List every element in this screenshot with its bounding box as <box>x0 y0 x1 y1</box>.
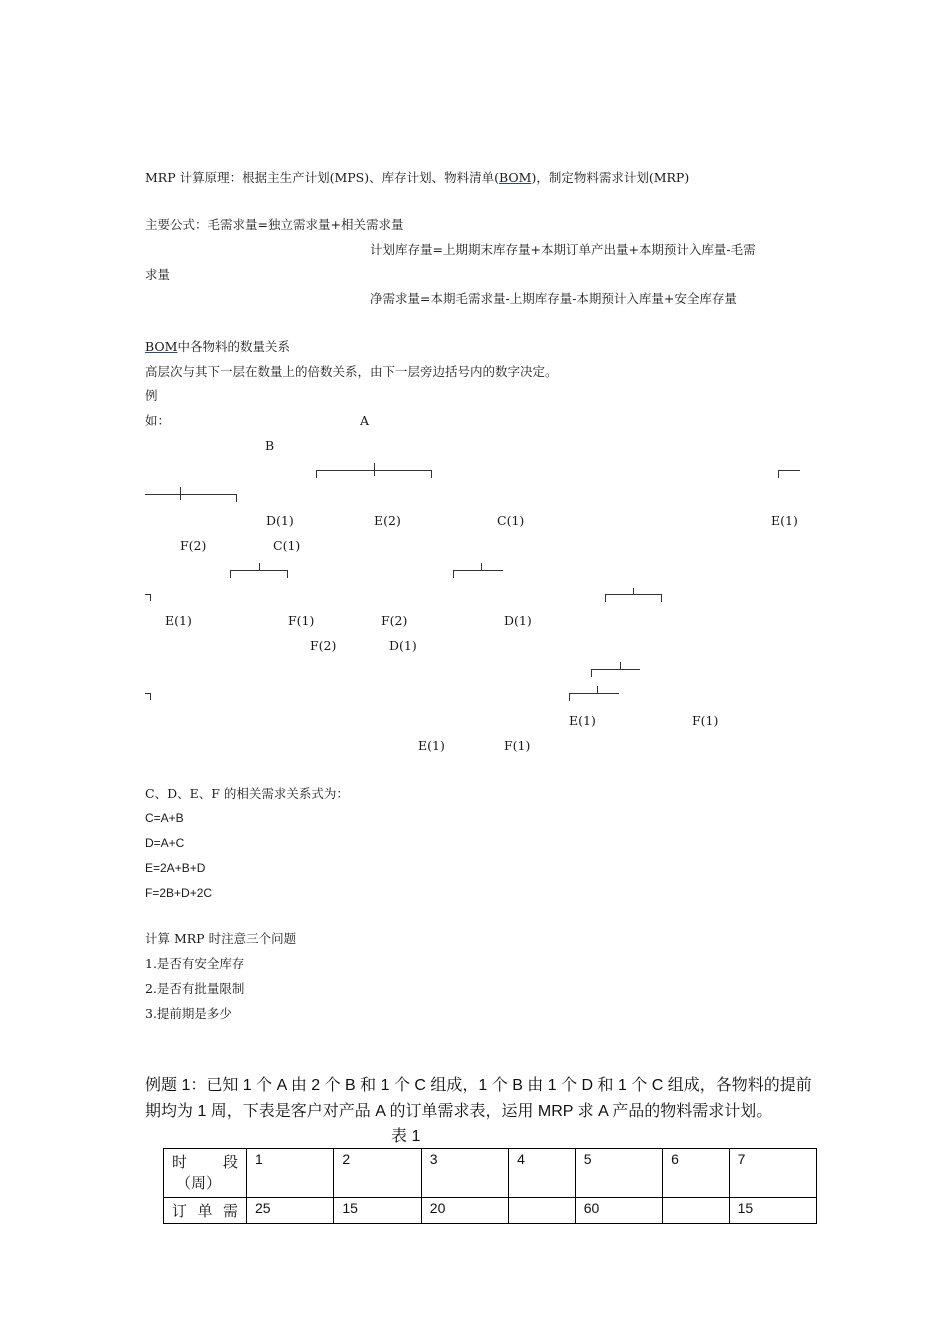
order-demand-table <box>163 1148 817 1224</box>
tree-bracket-low1 <box>591 669 640 670</box>
tree-node-e1-row6: E(1) <box>418 738 445 753</box>
tree-node-d1-row4: D(1) <box>389 638 417 653</box>
demand-cell: 20 <box>421 1198 508 1224</box>
tree-bracket-low1-left <box>591 669 592 677</box>
demand-cell <box>509 1198 576 1224</box>
tree-node-e1-row3a: E(1) <box>165 613 192 628</box>
formula-planned-inventory-wrap: 求量 <box>145 267 171 282</box>
tree-bracket-low2-stem <box>597 686 598 694</box>
tree-bracket-d-stem <box>259 563 260 571</box>
tree-bracket-d-right <box>287 570 288 578</box>
bom-link-2: BOM <box>145 339 178 354</box>
tree-node-e2: E(2) <box>374 513 401 528</box>
example-line-2: 期均为 1 周，下表是客户对产品 A 的订单需求表，运用 MRP 求 A 产品的物料需求计划。 <box>145 1103 773 1120</box>
table-row <box>164 1149 817 1198</box>
order-demand-label: 订单需 <box>164 1198 247 1224</box>
tree-bracket-d-left <box>230 570 231 578</box>
tree-bracket-mid-stem <box>633 588 634 595</box>
notes-title: 计算 MRP 时注意三个问题 <box>145 931 297 946</box>
relations-title: C、D、E、F 的相关需求关系式为： <box>145 786 349 801</box>
tree-bracket-top-right <box>431 470 432 478</box>
formula-net: 净需求量=本期毛需求量-上期库存量-本期预计入库量+安全库存量 <box>370 291 737 306</box>
tree-bracket-right-v <box>778 470 779 478</box>
tree-bracket-mid-right <box>661 594 662 602</box>
relation-item: D=A+C <box>145 836 185 850</box>
tree-bracket-right-h <box>778 470 800 471</box>
tree-node-f1-row5: F(1) <box>692 713 719 728</box>
bom-title-rest: 中各物料的数量关系 <box>177 339 290 354</box>
principle-suffix: )，制定物料需求计划(MRP) <box>531 170 690 185</box>
period-cell: 6 <box>663 1149 730 1198</box>
table-row <box>164 1198 817 1224</box>
relation-item: E=2A+B+D <box>145 861 206 875</box>
demand-cell: 25 <box>247 1198 334 1224</box>
principle-prefix: MRP 计算原理：根据主生产计划(MPS)、库存计划、物料清单( <box>145 170 499 185</box>
example-word-2: 如： <box>145 413 171 428</box>
tree-bracket-low2 <box>569 693 619 694</box>
example-word-1: 例 <box>145 388 158 403</box>
tree-bracket-left <box>145 494 237 495</box>
formula-planned-inventory: 计划库存量=上期期末库存量+本期订单产出量+本期预计入库量-毛需 <box>370 242 756 257</box>
tree-bracket-top-stem <box>374 463 375 476</box>
tree-node-f2-row4: F(2) <box>310 638 337 653</box>
demand-cell: 60 <box>575 1198 662 1224</box>
demand-cell: 15 <box>729 1198 816 1224</box>
tree-bracket-c-stem <box>481 563 482 571</box>
period-cell: 7 <box>729 1149 816 1198</box>
tree-node-f1-row6: F(1) <box>504 738 531 753</box>
relation-item: C=A+B <box>145 811 184 825</box>
note-item: 3.提前期是多少 <box>145 1006 232 1021</box>
period-header-label: 时段 <box>172 1153 238 1171</box>
demand-cell: 15 <box>334 1198 421 1224</box>
tree-bracket-top-left <box>316 470 317 478</box>
tree-bracket-left-stem <box>180 487 181 500</box>
tree-bracket-low2-left <box>569 693 570 701</box>
tree-bracket-c-left <box>453 570 454 578</box>
period-cell: 4 <box>509 1149 576 1198</box>
tree-corner-2-v <box>150 693 151 700</box>
bom-title <box>145 339 290 355</box>
bom-link-1: BOM <box>499 170 532 185</box>
example-line-1: 例题 1：已知 1 个 A 由 2 个 B 和 1 个 C 组成，1 个 B 由 1 个 D 和 1 个 C 组成，各物料的提前 <box>145 1077 812 1094</box>
tree-node-e1-row5: E(1) <box>569 713 596 728</box>
demand-cell <box>663 1198 730 1224</box>
tree-bracket-low1-stem <box>620 662 621 670</box>
tree-node-d1-row3: D(1) <box>504 613 532 628</box>
tree-bracket-c <box>453 570 503 571</box>
relation-item: F=2B+D+2C <box>145 886 213 900</box>
tree-node-f1-row3a: F(1) <box>288 613 315 628</box>
tree-node-c1-top: C(1) <box>497 513 525 528</box>
tree-node-d1-top: D(1) <box>266 513 294 528</box>
tree-node-e1-right: E(1) <box>771 513 798 528</box>
tree-node-f2-left: F(2) <box>180 538 207 553</box>
tree-bracket-mid-left <box>605 594 606 602</box>
period-cell: 1 <box>247 1149 334 1198</box>
tree-node-c1-left: C(1) <box>273 538 301 553</box>
period-cell: 5 <box>575 1149 662 1198</box>
tree-bracket-left-right <box>236 494 237 502</box>
tree-node-b: B <box>265 438 275 453</box>
principle-line <box>145 170 689 186</box>
tree-node-a: A <box>360 413 370 428</box>
period-header-unit: （周） <box>176 1174 222 1192</box>
note-item: 2.是否有批量限制 <box>145 981 245 996</box>
period-header-cell <box>164 1149 247 1198</box>
period-cell: 3 <box>421 1149 508 1198</box>
bom-desc: 高层次与其下一层在数量上的倍数关系，由下一层旁边括号内的数字决定。 <box>145 364 558 379</box>
table-caption: 表 1 <box>391 1128 421 1145</box>
note-item: 1.是否有安全库存 <box>145 956 245 971</box>
period-cell: 2 <box>334 1149 421 1198</box>
tree-corner-1-v <box>150 594 151 601</box>
tree-node-f2-row3: F(2) <box>381 613 408 628</box>
formula-gross: 主要公式：毛需求量=独立需求量+相关需求量 <box>145 217 404 232</box>
